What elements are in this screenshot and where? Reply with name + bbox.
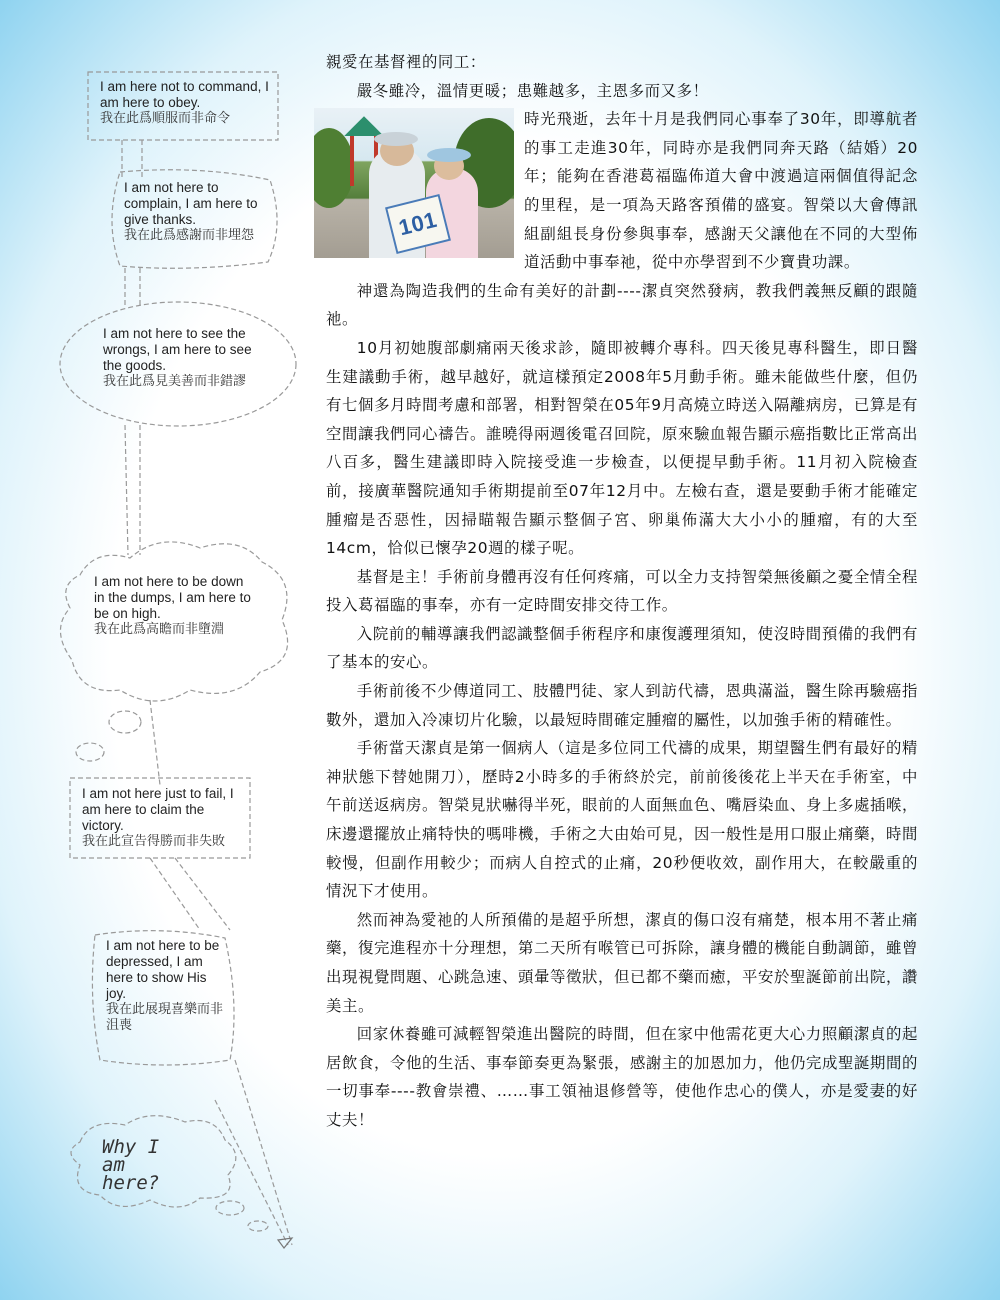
bubble-frame (248, 1221, 268, 1231)
article-paragraph: 時光飛逝，去年十月是我們同心事奉了30年，即導航者的事工走進30年，同時亦是我們同奔天路（結婚）20年；能夠在香港葛福臨佈道大會中渡過這兩個值得記念的里程，是一項為天路客預備的盛宴。智榮以大會傳訊組副組長身份參與事奉，感謝天父讓他在不同的大型佈道活動中事奉祂，從中亦學習到不少寶貴功課。 (524, 110, 918, 272)
letter-article (326, 48, 918, 1135)
why-am-i-here-bubble (102, 1138, 159, 1192)
bubble-frame (76, 743, 104, 761)
article-paragraph: 神還為陶造我們的生命有美好的計劃----潔貞突然發病，教我們義無反顧的跟隨祂。 (326, 281, 918, 329)
bubble-chinese: 我在此展現喜樂而非沮喪 (106, 1002, 224, 1033)
photo-tree (314, 128, 354, 208)
bubble-connector (150, 700, 160, 785)
article-paragraph: 10月初她腹部劇痛兩天後求診，隨即被轉介專科。四天後見專科醫生，即日醫生建議動手術，越早越好，就這樣預定2008年5月動手術。雖未能做些什麼，但仍有七個多月時間考慮和部署，相對智榮在05年9月高燒立時送入隔離病房，已算是有空間讓我們同心禱告。誰曉得兩週後電召回院，原來驗血報告顯示癌指數比正常高出八百多，醫生建議即時入院接受進一步檢查，以便提早動手術。11月初入院檢查前，接廣華醫院通知手術期提前至07年12月中。左檢右查，還是要動手術才能確定腫瘤是否惡性，因掃瞄報告顯示整個子宮、卵巢佈滿大大小小的腫瘤，有的大至14cm，恰似已懷孕20週的樣子呢。 (326, 338, 918, 558)
why-line: Why I (102, 1136, 160, 1158)
bubble-frame (109, 711, 141, 733)
thought-bubble-4 (94, 574, 254, 638)
bubble-chinese: 我在此爲順服而非命令 (100, 111, 231, 126)
article-paragraph: 回家休養雖可減輕智榮進出醫院的時間，但在家中他需花更大心力照顧潔貞的起居飲食，令他的生活、事奉節奏更為緊張，感謝主的加恩加力，他仍完成聖誕期間的一切事奉----教會崇禮、……事工領袖退修營等，使他作忠心的僕人，亦是愛妻的好丈夫！ (326, 1025, 918, 1129)
article-paragraph: 手術前後不少傳道同工、肢體門徒、家人到訪代禱，恩典滿溢，醫生除再驗癌指數外，還加入冷凍切片化驗，以最短時間確定腫瘤的屬性，以加強手術的精確性。 (326, 682, 918, 729)
thought-bubble-6 (106, 938, 230, 1034)
salutation: 親愛在基督裡的同工： (326, 53, 486, 71)
bubble-chinese: 我在此爲見美善而非錯謬 (103, 374, 247, 389)
why-line: am (102, 1154, 125, 1176)
bubble-chinese: 我在此爲感謝而非埋怨 (124, 228, 255, 243)
bubble-frame (216, 1201, 244, 1215)
thought-bubble-3 (103, 326, 263, 390)
bubble-english: I am not here to be depressed, I am here to show His joy. (106, 938, 220, 1001)
bubble-connector (122, 140, 142, 180)
bubble-english: I am not here to complain, I am here to give thanks. (124, 180, 258, 227)
bubble-chinese: 我在此爲高瞻而非墮淵 (94, 622, 225, 637)
bubble-connector (150, 858, 230, 930)
article-paragraph: 手術當天潔貞是第一個病人（這是多位同工代禱的成果，期望醫生們有最好的精神狀態下替她開刀），歷時2小時多的手術終於完，前前後後花上半天在手術室，中午前送返病房。智榮見狀嚇得半死，眼前的人面無血色、嘴唇染血、身上多處插喉，床邊還擺放止痛特快的嗎啡機，手術之大由始可見，因一般性是用口服止痛藥，時間較慢，但副作用較少；而病人自控式的止痛，20秒便收效，副作用大，在較嚴重的情況下才使用。 (326, 739, 918, 901)
thought-bubble-5 (82, 786, 242, 850)
article-paragraph: 入院前的輔導讓我們認識整個手術程序和康復護理須知，使沒時間預備的我們有了基本的安心。 (326, 624, 918, 672)
bubble-connector (215, 1060, 292, 1245)
article-paragraph: 嚴冬雖冷，溫情更暖；患難越多，主恩多而又多！ (356, 81, 709, 100)
thought-bubble-1 (100, 79, 272, 127)
bubble-connector (125, 425, 140, 555)
article-paragraph: 基督是主！手術前身體再沒有任何疼痛，可以全力支持智榮無後顧之憂全情全程投入葛福臨的事奉，亦有一定時間安排交待工作。 (326, 567, 918, 615)
bubble-connector (125, 268, 140, 305)
photo-pavilion-pillar (350, 136, 354, 186)
bubble-english: I am not here to see the wrongs, I am here to see the goods. (103, 326, 252, 373)
bubble-english: I am not here just to fail, I am here to claim the victory. (82, 786, 234, 833)
photo-pavilion (344, 116, 384, 136)
why-line: here? (102, 1172, 160, 1194)
photo-sign: 101 (385, 194, 451, 254)
bubble-chinese: 我在此宣告得勝而非失敗 (82, 834, 226, 849)
bubble-english: I am here not to command, I am here to obey. (100, 79, 269, 110)
bubble-english: I am not here to be down in the dumps, I am here to be on high. (94, 574, 251, 621)
couple-photo (314, 108, 514, 258)
thought-bubble-2 (124, 180, 264, 244)
article-paragraph: 然而神為愛祂的人所預備的是超乎所想，潔貞的傷口沒有痛楚，根本用不著止痛藥，復完進程亦十分理想，第二天所有喉管已可拆除，讓身體的機能自動調節，雖曾出現視覺問題、心跳急速、頭暈等徵狀，但已都不藥而癒，平安於聖誕節前出院，讚美主。 (326, 910, 918, 1015)
